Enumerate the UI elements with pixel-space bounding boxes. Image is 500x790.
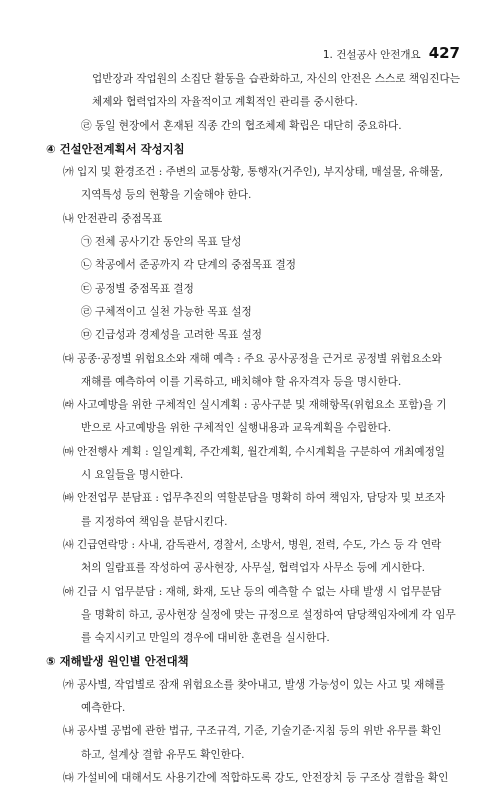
list-item-continuation: 처의 일람표를 작성하여 공사현장, 사무실, 협력업자 사무소 등에 게시한다. (81, 562, 426, 575)
list-item: ㈎ 입지 및 환경조건 : 주변의 교통상황, 통행자(거주인), 부지상태, 매설물, 유해물, (63, 166, 443, 179)
page-body (46, 68, 464, 790)
list-item: ㈔ 긴급연락망 : 사내, 감독관서, 경찰서, 소방서, 병원, 전력, 수도, 가스 등 각 연락 (63, 538, 442, 551)
list-item: ㈏ 안전관리 중점목표 (63, 212, 163, 225)
goal-item: ㉣ 구체적이고 실천 가능한 목표 설정 (81, 305, 252, 318)
running-section-title: 1. 건설공사 안전개요 (322, 49, 421, 61)
list-item-continuation: 반으로 사고예방을 위한 구체적인 실행내용과 교육계획을 수립한다. (81, 422, 392, 435)
goal-item: ㉡ 착공에서 준공까지 각 단계의 중점목표 결정 (81, 259, 297, 272)
list-item: ㈐ 가설비에 대해서도 사용기간에 적합하도록 강도, 안전장치 등 구조상 결함을 확인 (63, 771, 449, 784)
page-header (323, 44, 460, 62)
section-heading: ④ 건설안전계획서 작성지침 (46, 141, 185, 156)
goal-item: ㉠ 전체 공사기간 동안의 목표 달성 (81, 236, 242, 249)
page-number: 427 (428, 44, 460, 62)
list-item-continuation: 을 명확히 하고, 공사현장 실정에 맞는 규정으로 설정하여 담당책임자에게 각 임무 (81, 608, 456, 621)
list-item-continuation: 지역특성 등의 현황을 기술해야 한다. (81, 189, 252, 202)
section-heading: ⑤ 재해발생 원인별 안전대책 (46, 654, 189, 669)
list-item-continuation: 를 숙지시키고 만일의 경우에 대비한 훈련을 실시한다. (81, 632, 330, 645)
list-item: ㈕ 긴급 시 업무분담 : 재해, 화재, 도난 등의 예측할 수 없는 사태 발생 시 업무분담 (63, 585, 442, 598)
list-item: ㈓ 안전업무 분담표 : 업무추진의 역할분담을 명확히 하여 책임자, 담당자 및 보조자 (63, 492, 446, 505)
list-item-continuation: 재해를 예측하여 이를 기록하고, 배치해야 할 유자격자 등을 명시한다. (81, 375, 402, 388)
goal-item: ㉤ 긴급성과 경제성을 고려한 목표 설정 (81, 329, 262, 342)
list-item: ㈑ 사고예방을 위한 구체적인 실시계획 : 공사구분 및 재해항목(위험요소 포함)을 기 (63, 399, 447, 412)
list-item: ㈐ 공종·공정별 위험요소와 재해 예측 : 주요 공사공정을 근거로 공정별 위험요소와 (63, 352, 442, 365)
goal-item: ㉢ 공정별 중점목표 결정 (81, 282, 194, 295)
list-item-continuation: 하고, 설계상 결함 유무도 확인한다. (81, 748, 245, 761)
paragraph-line: 업반장과 작업원의 소집단 활동을 습관화하고, 자신의 안전은 스스로 책임진다는 (92, 73, 461, 85)
list-item: ㈎ 공사별, 작업별로 잠재 위험요소를 찾아내고, 발생 가능성이 있는 사고 및 재해를 (63, 678, 445, 691)
list-item: ㈒ 안전행사 계획 : 일일계획, 주간계획, 월간계획, 수시계획을 구분하여 개최예정일 (63, 445, 446, 458)
list-item: ㈏ 공사별 공법에 관한 법규, 구조규격, 기준, 기술기준·지침 등의 위반 유무를 확인 (63, 725, 442, 738)
list-item: ㉣ 동일 현장에서 혼재된 직종 간의 협조체제 확립은 대단히 중요하다. (81, 119, 402, 132)
list-item-continuation: 를 지정하여 책임을 분담시킨다. (81, 515, 228, 528)
paragraph-line: 체제와 협력업자의 자율적이고 계획적인 관리를 중시한다. (92, 96, 358, 109)
list-item-continuation: 예측한다. (81, 702, 126, 715)
list-item-continuation: 시 요일들을 명시한다. (81, 469, 184, 482)
